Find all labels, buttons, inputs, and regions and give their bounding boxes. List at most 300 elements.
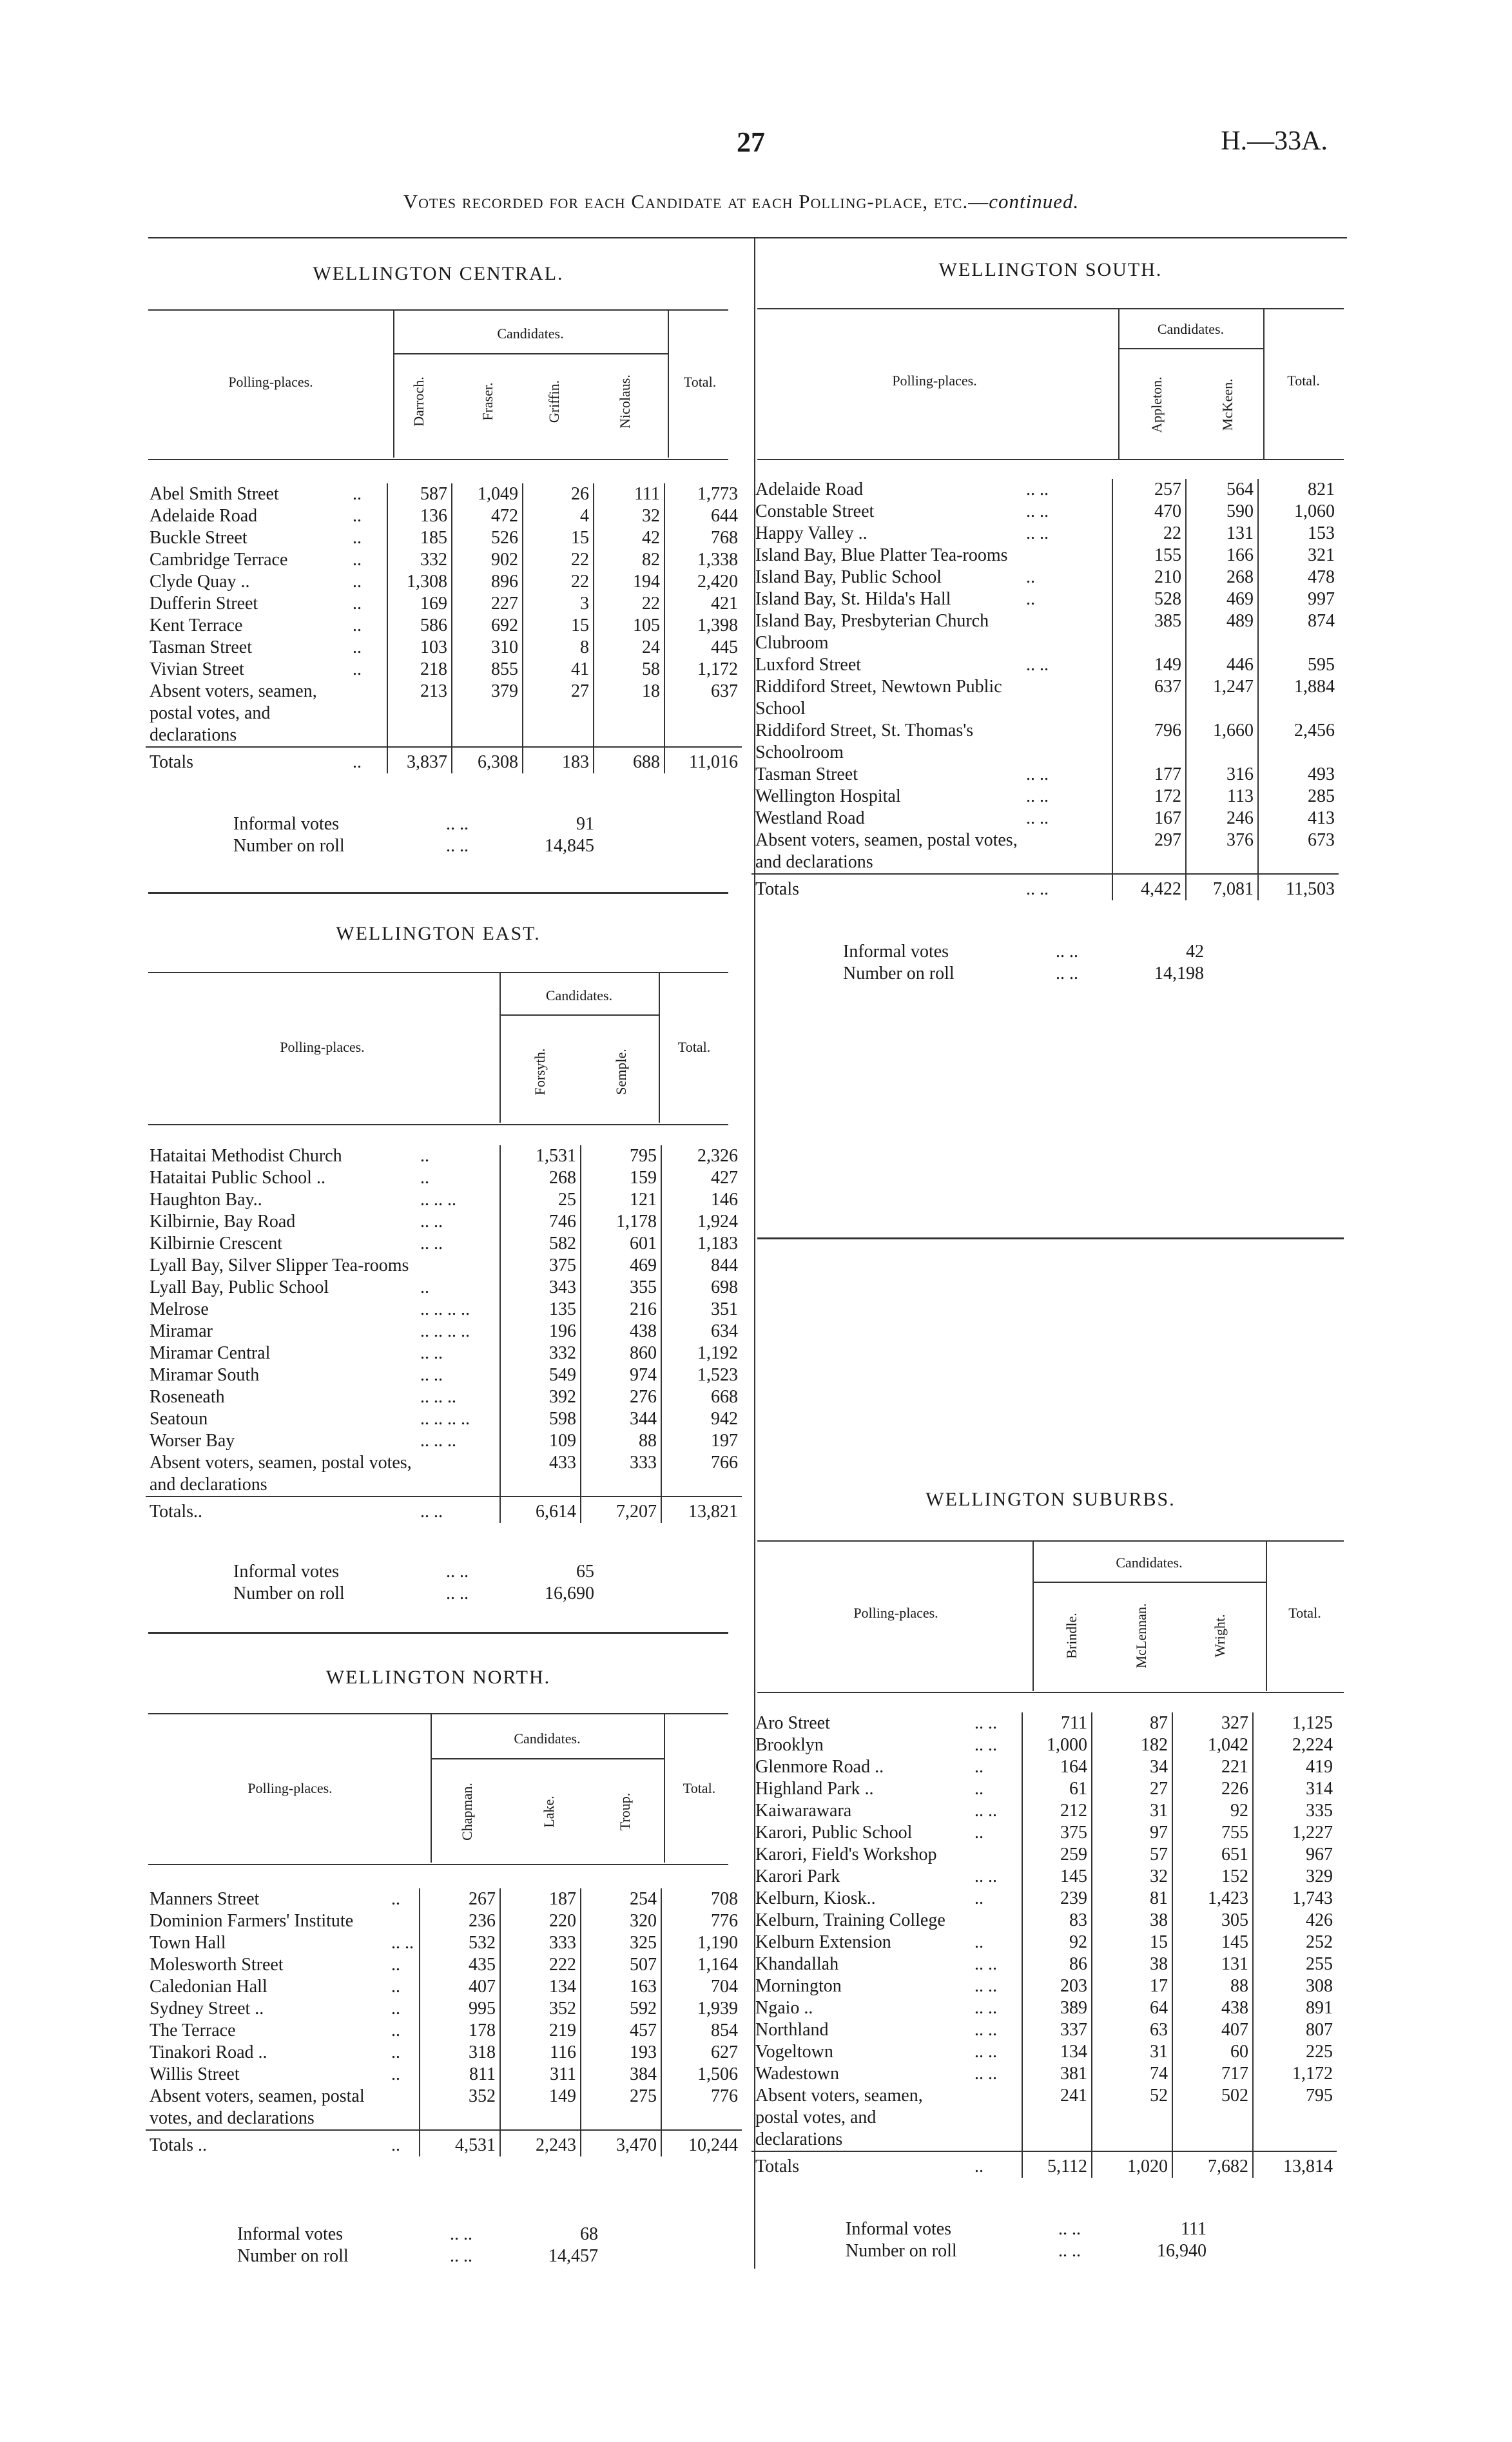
leader-dots: .. .. <box>1022 654 1112 676</box>
row-total: 891 <box>1306 1998 1333 2018</box>
roll-line <box>237 2245 598 2267</box>
candidate-votes: 385 <box>1112 610 1186 654</box>
row-total: 766 <box>711 1453 738 1473</box>
polling-place: Aro Street <box>755 1713 830 1733</box>
row-total: 427 <box>711 1168 738 1188</box>
candidate-votes: 194 <box>594 571 664 593</box>
polling-place: Cambridge Terrace <box>150 550 288 570</box>
leader-dots: .. <box>387 1954 420 1976</box>
table-row <box>751 808 1339 829</box>
leader-dots: .. .. <box>450 2224 472 2244</box>
polling-place: Island Bay, Presbyterian Church Clubroom <box>755 611 989 653</box>
candidate-votes: 164 <box>1022 1756 1092 1778</box>
roll-value: 16,940 <box>1157 2241 1207 2261</box>
leader-dots: .. .. <box>971 1997 1022 2019</box>
candidate-votes: 268 <box>500 1167 581 1189</box>
leader-dots: .. .. <box>971 2063 1022 2085</box>
candidate-votes: 407 <box>420 1976 500 1998</box>
roll-line <box>233 1583 594 1605</box>
polling-place: Hataitai Public School .. <box>150 1168 325 1188</box>
candidate-votes: 239 <box>1022 1888 1092 1910</box>
candidate-votes: 5,112 <box>1022 2151 1092 2178</box>
leader-dots <box>971 2085 1022 2151</box>
table-row <box>751 479 1339 501</box>
candidate-votes: 222 <box>500 1954 581 1976</box>
polling-places-heading: Polling-places. <box>892 373 977 389</box>
candidate-votes: 166 <box>1186 545 1258 567</box>
candidate-votes: 88 <box>1172 1975 1253 1997</box>
candidate-votes: 855 <box>452 659 523 681</box>
table-header-rule <box>148 1124 728 1125</box>
candidate-votes: 193 <box>581 2042 661 2064</box>
candidate-votes: 333 <box>581 1452 661 1497</box>
row-total: 644 <box>711 506 738 526</box>
candidate-votes: 717 <box>1172 2063 1253 2085</box>
candidate-votes: 187 <box>500 1888 581 1910</box>
candidate-votes: 316 <box>1186 764 1258 786</box>
row-total: 321 <box>1308 545 1335 565</box>
table-top-rule <box>757 308 1344 309</box>
totals-row <box>146 747 742 773</box>
informal-value: 91 <box>576 814 594 834</box>
candidate-votes: 7,207 <box>581 1497 661 1523</box>
polling-place: Kent Terrace <box>150 615 243 635</box>
row-total: 351 <box>711 1299 738 1319</box>
leader-dots <box>1022 829 1112 874</box>
candidate-votes: 163 <box>581 1976 661 1998</box>
polling-places-heading: Polling-places. <box>247 1780 333 1796</box>
polling-place: Dufferin Street <box>150 594 258 614</box>
candidate-votes: 651 <box>1172 1844 1253 1866</box>
candidate-votes: 344 <box>581 1408 661 1430</box>
candidates-heading: Candidates. <box>1157 321 1225 337</box>
candidate-votes: 152 <box>1172 1866 1253 1888</box>
row-total: 2,456 <box>1294 721 1335 741</box>
polling-place: Absent voters, seamen, postal votes, and declarations <box>150 681 317 745</box>
candidate-votes: 590 <box>1186 501 1258 523</box>
polling-place: Willis Street <box>150 2064 240 2084</box>
leader-dots: .. <box>971 1756 1022 1778</box>
candidate-votes: 489 <box>1186 610 1258 654</box>
subtitle-main: Votes recorded for each Candidate at each Polling-place, etc.— <box>403 190 989 213</box>
totals-label: Totals <box>751 2151 971 2178</box>
polling-place: Kilbirnie Crescent <box>150 1234 283 1254</box>
table-row <box>146 1386 742 1408</box>
leader-dots: .. .. <box>1022 874 1112 900</box>
leader-dots: .. <box>971 1778 1022 1800</box>
candidate-votes: 598 <box>500 1408 581 1430</box>
leader-dots: .. .. <box>1022 523 1112 545</box>
candidate-votes: 15 <box>1092 1932 1172 1953</box>
candidate-votes: 318 <box>420 2042 500 2064</box>
candidate-votes: 3,837 <box>387 747 452 773</box>
candidate-votes: 87 <box>1092 1712 1172 1734</box>
row-total: 308 <box>1306 1976 1333 1996</box>
leader-dots <box>416 1452 500 1497</box>
section-title: WELLINGTON CENTRAL. <box>313 263 564 284</box>
leader-dots: .. .. .. .. <box>416 1408 500 1430</box>
candidate-votes: 375 <box>500 1255 581 1277</box>
candidate-votes: 183 <box>523 747 594 773</box>
polling-place: Brooklyn <box>755 1735 824 1755</box>
candidate-votes: 305 <box>1172 1910 1253 1932</box>
leader-dots <box>1022 610 1112 654</box>
polling-place: Kelburn, Training College <box>755 1910 945 1930</box>
row-total: 997 <box>1308 589 1335 609</box>
candidate-votes: 469 <box>1186 588 1258 610</box>
row-total: 1,192 <box>697 1343 738 1363</box>
polling-place: Happy Valley .. <box>755 523 867 543</box>
candidate-votes: 26 <box>523 483 594 505</box>
table-row <box>751 1997 1337 2019</box>
row-total: 146 <box>711 1190 738 1210</box>
table-row <box>146 571 742 593</box>
candidate-votes: 332 <box>387 549 452 571</box>
candidate-votes: 755 <box>1172 1822 1253 1844</box>
polling-places-heading: Polling-places. <box>228 374 313 390</box>
table-row <box>751 1712 1337 1734</box>
leader-dots: .. .. <box>1056 964 1078 984</box>
leader-dots: .. <box>387 2064 420 2086</box>
candidate-votes: 259 <box>1022 1844 1092 1866</box>
leader-dots: .. <box>349 747 387 773</box>
polling-place: Absent voters, seamen, postal votes, and declarations <box>150 2086 365 2128</box>
candidate-votes: 136 <box>387 505 452 527</box>
leader-dots: .. .. <box>416 1233 500 1255</box>
candidates-rule <box>1118 348 1263 349</box>
candidate-votes: 381 <box>1022 2063 1092 2085</box>
candidate-votes: 526 <box>452 527 523 549</box>
polling-place: Westland Road <box>755 808 865 828</box>
candidate-votes: 25 <box>500 1189 581 1211</box>
candidate-votes: 796 <box>1112 720 1186 764</box>
results-table <box>751 1712 1337 2178</box>
candidate-votes: 352 <box>420 2086 500 2130</box>
polling-place: Town Hall <box>150 1933 226 1953</box>
row-total: 807 <box>1306 2020 1333 2040</box>
row-total: 426 <box>1306 1910 1333 1930</box>
row-total: 153 <box>1308 523 1335 543</box>
candidate-votes: 58 <box>594 659 664 681</box>
candidate-votes: 586 <box>387 615 452 637</box>
candidate-votes: 52 <box>1092 2085 1172 2151</box>
candidate-votes: 1,531 <box>500 1145 581 1167</box>
total-heading: Total. <box>677 1039 711 1055</box>
table-row <box>146 505 742 527</box>
table-row <box>751 588 1339 610</box>
totals-row <box>146 2130 742 2156</box>
row-total: 776 <box>711 2086 738 2106</box>
leader-dots: .. .. <box>1022 479 1112 501</box>
candidate-votes: 159 <box>581 1167 661 1189</box>
polling-place: Khandallah <box>755 1954 839 1974</box>
candidate-heading: Chapman. <box>459 1783 475 1841</box>
leader-dots: .. <box>349 659 387 681</box>
candidate-votes: 22 <box>1112 523 1186 545</box>
leader-dots: .. <box>349 483 387 505</box>
row-total: 13,814 <box>1253 2151 1337 2178</box>
table-header-rule <box>757 459 1344 460</box>
row-total: 13,821 <box>661 1497 742 1523</box>
polling-place: Miramar South <box>150 1365 260 1385</box>
candidate-votes: 57 <box>1092 1844 1172 1866</box>
candidate-votes: 167 <box>1112 808 1186 829</box>
candidate-votes: 472 <box>452 505 523 527</box>
table-row <box>751 1756 1337 1778</box>
candidates-rule <box>499 1014 659 1016</box>
row-total: 445 <box>711 637 738 657</box>
leader-dots: .. .. <box>416 1342 500 1364</box>
candidate-votes: 549 <box>500 1364 581 1386</box>
table-row <box>751 2085 1337 2151</box>
row-total: 1,884 <box>1294 677 1335 697</box>
row-total: 854 <box>711 2020 738 2040</box>
candidate-votes: 18 <box>594 681 664 747</box>
row-total: 1,939 <box>697 1999 738 2019</box>
table-row <box>146 1145 742 1167</box>
candidate-votes: 392 <box>500 1386 581 1408</box>
leader-dots: .. .. <box>450 2246 472 2266</box>
informal-votes-line <box>846 2218 1207 2240</box>
leader-dots: .. .. .. .. <box>416 1299 500 1321</box>
table-row <box>751 829 1339 874</box>
candidate-votes: 97 <box>1092 1822 1172 1844</box>
row-total: 1,125 <box>1292 1713 1333 1733</box>
candidates-heading: Candidates. <box>497 325 564 342</box>
candidate-votes: 135 <box>500 1299 581 1321</box>
row-total: 2,224 <box>1292 1735 1333 1755</box>
table-top-rule <box>148 1713 728 1714</box>
candidate-votes: 24 <box>594 637 664 659</box>
candidate-votes: 145 <box>1172 1932 1253 1953</box>
candidate-votes: 376 <box>1186 829 1258 874</box>
candidate-votes: 88 <box>581 1430 661 1452</box>
polling-place: Mornington <box>755 1976 842 1996</box>
candidate-votes: 379 <box>452 681 523 747</box>
leader-dots: .. <box>349 593 387 615</box>
table-row <box>146 1342 742 1364</box>
page-number: 27 <box>737 126 765 158</box>
polling-place: Absent voters, seamen, postal votes, and declarations <box>755 2086 923 2149</box>
table-row <box>751 1734 1337 1756</box>
table-row <box>751 545 1339 567</box>
roll-label: Number on roll <box>233 836 345 856</box>
candidate-votes: 210 <box>1112 567 1186 588</box>
candidate-votes: 1,660 <box>1186 720 1258 764</box>
leader-dots: .. <box>416 1145 500 1167</box>
table-row <box>146 1976 742 1998</box>
candidates-rule <box>431 1758 664 1759</box>
table-row <box>146 1430 742 1452</box>
candidate-votes: 325 <box>581 1932 661 1954</box>
row-total: 421 <box>711 594 738 614</box>
candidate-votes: 327 <box>1172 1712 1253 1734</box>
table-row <box>146 1452 742 1497</box>
row-total: 197 <box>711 1431 738 1451</box>
row-total: 874 <box>1308 611 1335 631</box>
polling-place: Northland <box>755 2020 829 2040</box>
candidate-votes: 220 <box>500 1910 581 1932</box>
candidate-votes: 212 <box>1022 1800 1092 1822</box>
leader-dots: .. .. <box>971 2041 1022 2063</box>
leader-dots: .. .. <box>971 1734 1022 1756</box>
candidate-votes: 131 <box>1172 1953 1253 1975</box>
row-total: 634 <box>711 1321 738 1341</box>
candidate-votes: 103 <box>387 637 452 659</box>
header-rule <box>148 237 1347 238</box>
polling-place: Wellington Hospital <box>755 786 901 806</box>
totals-row <box>146 1497 742 1523</box>
informal-label: Informal votes <box>846 2219 952 2239</box>
candidate-votes: 22 <box>594 593 664 615</box>
candidate-votes: 216 <box>581 1299 661 1321</box>
leader-dots: .. .. <box>387 1932 420 1954</box>
row-total: 1,183 <box>697 1234 738 1254</box>
row-total: 1,227 <box>1292 1823 1333 1843</box>
row-total: 225 <box>1306 2042 1333 2062</box>
table-row <box>751 1866 1337 1888</box>
candidate-votes: 469 <box>581 1255 661 1277</box>
leader-dots: .. .. <box>1056 942 1078 962</box>
candidate-votes: 4,422 <box>1112 874 1186 900</box>
leader-dots: .. <box>971 2151 1022 2178</box>
candidate-votes: 111 <box>594 483 664 505</box>
row-total: 252 <box>1306 1932 1333 1952</box>
candidate-votes: 74 <box>1092 2063 1172 2085</box>
candidate-votes: 105 <box>594 615 664 637</box>
candidate-votes: 219 <box>500 2020 581 2042</box>
leader-dots: .. <box>387 2020 420 2042</box>
table-header-rule <box>757 1692 1344 1693</box>
polling-place: Tinakori Road .. <box>150 2042 267 2062</box>
leader-dots: .. .. <box>416 1211 500 1233</box>
row-total: 1,924 <box>697 1212 738 1232</box>
totals-label: Totals <box>751 874 1022 900</box>
candidate-heading: Semple. <box>613 1049 629 1095</box>
informal-value: 68 <box>580 2224 598 2244</box>
candidate-votes: 811 <box>420 2064 500 2086</box>
candidate-votes: 32 <box>1092 1866 1172 1888</box>
table-row <box>751 567 1339 588</box>
polling-place: Wadestown <box>755 2064 839 2084</box>
results-table <box>146 1888 742 2156</box>
candidate-votes: 564 <box>1186 479 1258 501</box>
polling-place: Kaiwarawara <box>755 1801 852 1821</box>
section-end-rule <box>757 1237 1344 1239</box>
candidate-votes: 63 <box>1092 2019 1172 2041</box>
informal-votes-line <box>233 1561 594 1583</box>
section-title: WELLINGTON NORTH. <box>325 1667 551 1688</box>
table-row <box>146 1211 742 1233</box>
candidates-heading: Candidates. <box>545 987 613 1003</box>
table-row <box>146 1189 742 1211</box>
roll-value: 14,457 <box>548 2246 598 2266</box>
row-total: 1,060 <box>1294 501 1335 521</box>
row-total: 1,338 <box>697 550 738 570</box>
table-row <box>146 681 742 747</box>
candidate-votes: 61 <box>1022 1778 1092 1800</box>
table-row <box>146 527 742 549</box>
candidate-votes: 297 <box>1112 829 1186 874</box>
polling-place: Vogeltown <box>755 2042 833 2062</box>
leader-dots <box>971 1844 1022 1866</box>
candidate-votes: 7,081 <box>1186 874 1258 900</box>
candidate-votes: 42 <box>594 527 664 549</box>
leader-dots: .. .. <box>971 2019 1022 2041</box>
leader-dots: .. <box>1022 588 1112 610</box>
candidate-votes: 149 <box>1112 654 1186 676</box>
leader-dots: .. <box>416 1277 500 1299</box>
leader-dots: .. <box>349 615 387 637</box>
candidate-votes: 582 <box>500 1233 581 1255</box>
row-total: 795 <box>1306 2086 1333 2106</box>
results-table <box>751 479 1339 900</box>
polling-place: Lyall Bay, Silver Slipper Tea-rooms <box>150 1255 409 1275</box>
leader-dots: .. .. <box>416 1497 500 1523</box>
row-total: 704 <box>711 1977 738 1997</box>
row-total: 942 <box>711 1409 738 1429</box>
candidate-heading: Appleton. <box>1149 376 1165 433</box>
candidate-votes: 502 <box>1172 2085 1253 2151</box>
candidate-votes: 438 <box>1172 1997 1253 2019</box>
leader-dots <box>1022 545 1112 567</box>
row-total: 1,506 <box>697 2064 738 2084</box>
candidate-votes: 227 <box>452 593 523 615</box>
informal-label: Informal votes <box>233 1562 340 1582</box>
candidate-votes: 711 <box>1022 1712 1092 1734</box>
candidate-votes: 601 <box>581 1233 661 1255</box>
polling-place: Absent voters, seamen, postal votes, and declarations <box>755 830 1018 872</box>
candidate-votes: 203 <box>1022 1975 1092 1997</box>
candidate-votes: 438 <box>581 1321 661 1342</box>
polling-place: Caledonian Hall <box>150 1977 267 1997</box>
candidate-votes: 6,308 <box>452 747 523 773</box>
candidate-votes: 81 <box>1092 1888 1172 1910</box>
candidate-votes: 1,308 <box>387 571 452 593</box>
table-row <box>751 2063 1337 2085</box>
leader-dots: .. <box>971 1888 1022 1910</box>
page-reference: H.—33A. <box>1221 126 1328 156</box>
table-row <box>146 637 742 659</box>
candidate-votes: 134 <box>500 1976 581 1998</box>
leader-dots <box>387 1910 420 1932</box>
table-row <box>146 2086 742 2130</box>
candidate-votes: 32 <box>594 505 664 527</box>
candidate-votes: 375 <box>1022 1822 1092 1844</box>
candidate-votes: 15 <box>523 527 594 549</box>
polling-place: Riddiford Street, Newtown Public School <box>755 677 1002 719</box>
row-total: 673 <box>1308 830 1335 850</box>
polling-place: Glenmore Road .. <box>755 1757 884 1777</box>
leader-dots: .. .. .. <box>416 1386 500 1408</box>
polling-place: The Terrace <box>150 2020 236 2040</box>
polling-place: Miramar <box>150 1321 213 1341</box>
leader-dots <box>349 681 387 747</box>
total-heading: Total. <box>1287 373 1320 389</box>
candidate-votes: 4 <box>523 505 594 527</box>
candidate-votes: 86 <box>1022 1953 1092 1975</box>
page-subtitle <box>193 190 1289 213</box>
candidate-heading: Griffin. <box>546 380 562 423</box>
candidate-votes: 528 <box>1112 588 1186 610</box>
candidate-votes: 433 <box>500 1452 581 1497</box>
polling-place: Highland Park .. <box>755 1779 874 1799</box>
table-row <box>146 1408 742 1430</box>
totals-row <box>751 2151 1337 2178</box>
candidates-heading: Candidates. <box>514 1730 581 1747</box>
leader-dots: .. <box>387 1998 420 2020</box>
candidate-votes: 60 <box>1172 2041 1253 2063</box>
